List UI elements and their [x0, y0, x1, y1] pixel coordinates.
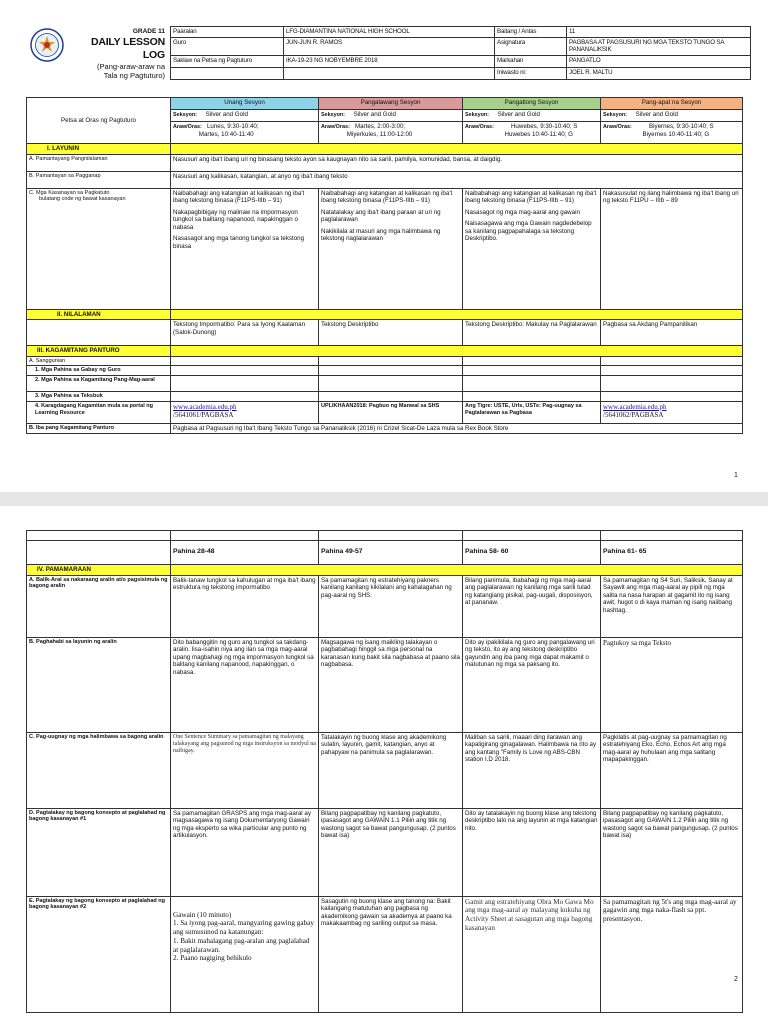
sanggunian-item-row — [27, 392, 743, 402]
sanggunian-row — [27, 356, 743, 366]
lesson-log-page-1 — [0, 0, 768, 492]
kasanayan-label: C. Mga Kasanayan sa Pagkatuto — [29, 189, 110, 196]
procedure-cell: Magsagawa ng isang maikling talakayan o pagbabahagi hinggil sa mga personal na karanasan kung bakit sila nagbabasa at paano sila nagbabasa. — [319, 637, 463, 732]
procedure-cell: Sa pamamagitan GRASPS ang mga mag-aaral ay magsasagawa ng isang Dokumentaryong Gawain ng mga eksperto sa wika particular ang punto ng artikulasyon. — [171, 808, 319, 896]
procedure-cell: Sa pamamagitan ng 5t's ang mga mag-aaral ay gagawin ang mga naka-flash sa ppt. presentasyon. — [601, 896, 743, 1012]
procedure-cell: Bilang pagpapatibay ng kanilang pagkatuto, ipasasagot ang GAWAIN 1.1 Piliin ang titik ng wastong sagot sa bawat pangungusap. (2 puntos bawat isa) — [319, 808, 463, 896]
empty-cell — [171, 356, 319, 366]
session-section-cell — [601, 110, 743, 122]
objective-text: Nakapagbibigay ng malinaw na impormasyon tungkol sa balitang napanood, napakinggan o nabasa — [173, 208, 298, 231]
content-cell: Tekstong Deskriptibo — [319, 320, 463, 346]
resource-path: /5641062/PAGBASA — [603, 411, 664, 420]
row-label: A. Balik-Aral sa nakaraang aralin at/o pagsisimula ng bagong aralin — [27, 575, 171, 637]
header-row — [171, 27, 751, 38]
objective-text: Naisasagawa ang mga Gawain nagdedebelop sa kanilang pagpapahalaga sa tekstong Deskriptibo. — [465, 220, 592, 243]
row-label: 2. Mga Pahina sa Kagamitang Pang-Mag-aaral — [27, 376, 171, 392]
kagamitan-heading: III. KAGAMITANG PANTURO — [27, 346, 171, 357]
araw-label: Araw/Oras: — [465, 124, 494, 130]
row-label: 4. Karagdagang Kagamitan mula sa portal ng Learning Resource — [27, 401, 171, 423]
session-time-cell — [319, 122, 463, 144]
session-time-1: Martes, 2:00-3:00; — [354, 123, 406, 130]
session-name: Unang Sesyon — [171, 98, 319, 110]
row-label: C. Pag-uugnay ng mga halimbawa sa bagong aralin — [27, 732, 171, 808]
empty-cell — [463, 531, 601, 541]
procedure-cell: Gawain (10 minuto) 1. Sa iyong pag-aaral, mangyaring gawing gabay ang sumusunod na katanungan: 1. Bakit mahalagang pag-aralan ang paglalahad at paglalarawan. 2. Paano nagiging behikulo — [171, 896, 319, 1012]
row-label: B. Paghahabi sa layunin ng aralin — [27, 637, 171, 732]
empty-cell — [27, 541, 171, 565]
kasanayan-label-2: bulatang code ng bawat kasanayan — [39, 196, 126, 203]
content-cell: Tekstong Deskriptibo: Makulay na Paglalarawan — [463, 320, 601, 346]
resource-cell: UPLIKHAAN2018: Pagbuo ng Manwal sa SHS — [319, 401, 463, 423]
section-heading-row — [27, 309, 743, 320]
resource-cell — [171, 401, 319, 423]
empty-cell — [27, 320, 171, 346]
page-separator — [0, 492, 768, 506]
procedure-cell: Tatalakayin ng buong klase ang akademikong sulatin, layunin, gamit, katangian, anyo at pahapyaw na panimula sa paglalarawan. — [319, 732, 463, 808]
seksyon-label: Seksyon: — [321, 112, 345, 118]
resource-cell: Ang Tigre: USTE, Urls, USTe: Pag-uugnay sa Paglalarawan sa Pagbasa — [463, 401, 601, 423]
heading-filler — [171, 565, 743, 576]
field-label — [171, 67, 284, 79]
procedure-row — [27, 637, 743, 732]
grade-label: GRADE 11 — [132, 28, 165, 35]
objective-text: Naibabahagi ang katangian at kalikasan ng iba't ibang tekstong binasa (F11PS-IIIb – 91) — [465, 189, 597, 205]
procedure-cell: Sa pamamagitan ng S4 Suri, Saliksik, Sanay at Sayawit ang mga mag-aaral ay pipili ng mga salita na nasa harapan at gagamit ito ng isang awit, hugot o di kaya maman ng isang naiibang hashtag. — [601, 575, 743, 637]
field-value: IKA-19-23 NG NOBYEMBRE 2018 — [284, 55, 495, 67]
section-heading-row — [27, 346, 743, 357]
field-value: 11 — [567, 27, 751, 38]
field-value: PAGBASA AT PAGSUSURI NG MGA TEKSTO TUNGO SA PANANALIKSIK — [567, 37, 751, 55]
field-label: Saklaw na Petsa ng Pagtuturo — [171, 55, 284, 67]
empty-cell — [171, 376, 319, 392]
araw-label: Araw/Oras: — [321, 124, 350, 130]
header-row — [171, 37, 751, 55]
objective-text: Nakikilala at masuri ang mga halimbawa ng tekstong naglalarawan — [321, 227, 441, 243]
row-label: B. Pamantayan sa Pagganap — [27, 171, 171, 188]
procedure-cell: One Sentence Summary sa pamamagitan ng malayang talakayang ang pagsunod ng mga instruksyon sa modyul na naibigay. — [171, 732, 319, 808]
empty-cell — [319, 392, 463, 402]
seksyon-value: Silver and Gold — [353, 111, 396, 118]
pamamaraan-heading: IV. PAMAMARAAN — [27, 565, 171, 576]
field-label: Asignatura — [495, 37, 567, 55]
empty-cell — [27, 531, 171, 541]
objective-text: Natatalakay ang iba't ibang paraan at uri ng paglalarawan — [321, 208, 441, 224]
field-label: Paaralan — [171, 27, 284, 38]
page-range: Pahina 49-57 — [319, 541, 463, 565]
objective-text: Nakasusulat ng ilang halimbawa ng iba't ibang uri ng teksto F11PU – IIIb – 89 — [603, 189, 739, 205]
document-title: DAILY LESSON LOG — [90, 35, 165, 61]
seksyon-label: Seksyon: — [173, 112, 197, 118]
procedure-cell: Balik-tanaw tungkol sa kahulugan at mga iba't ibang estruktura ng tekstong impormatibo — [171, 575, 319, 637]
empty-cell — [319, 356, 463, 366]
session-time-2: Biyernes 10:40-11:40; G — [642, 130, 710, 138]
empty-cell — [463, 376, 601, 392]
document-subtitle-line-1: (Pang-araw-araw na — [97, 61, 165, 71]
session-name: Pangalawang Sesyon — [319, 98, 463, 110]
session-section-cell — [171, 110, 319, 122]
kasanayan-cell — [319, 188, 463, 309]
row-label: D. Pagtalakay ng bagong konsepto at paglalahad ng bagong kasanayan #1 — [27, 808, 171, 896]
resource-path: /5641061/PAGBASA — [173, 411, 234, 420]
seksyon-value: Silver and Gold — [205, 111, 248, 118]
nilalaman-row — [27, 320, 743, 346]
session-section-cell — [319, 110, 463, 122]
procedure-cell: Dito ay tatalakayin ng buong klase ang tekstong deskriptibo lalo na ang layunin at mga katangian nito. — [463, 808, 601, 896]
kasanayan-cell — [171, 188, 319, 309]
pamantayang-pangnilalaman-row — [27, 154, 743, 171]
procedure-cell: Sa pamamagitan ng estratehiyang pakners kanilang kanilang kikilalani ang kahalagahan ng pag-aaral ng SHS. — [319, 575, 463, 637]
field-value — [284, 67, 495, 79]
nilalaman-heading: II. NILALAMAN — [27, 309, 171, 320]
objective-text: Nasasagot ang mga tanong tungkol sa tekstong binasa — [173, 235, 305, 250]
session-time-2: Miyerkules, 11:00-12:00 — [346, 130, 413, 138]
sanggunian-item-row — [27, 376, 743, 392]
header-info-table — [170, 26, 751, 80]
procedure-cell: Bilang panimula, ibabahagi ng mga mag-aaral ang paglalarawan ng kanilang mga sarili tulad ng katangiang pisikal, pag-uugali, disposisyon, at pananaw. — [463, 575, 601, 637]
document-subtitle-line-2: Tala ng Pagtuturo) — [103, 70, 165, 80]
araw-label: Araw/Oras: — [603, 124, 632, 130]
empty-cell — [601, 531, 743, 541]
empty-cell — [601, 356, 743, 366]
objective-text: Nasasagot ng mga mag-aaral ang gawain — [465, 208, 580, 216]
session-time-2: Martes, 10:40-11:40 — [198, 130, 254, 138]
empty-cell — [171, 531, 319, 541]
row-label: E. Pagtalakay ng bagong konsepto at paglalahad ng bagong kasanayan #2 — [27, 896, 171, 1012]
row-label: A. Pamantayang Pangnilalaman — [27, 154, 171, 171]
session-section-cell — [463, 110, 601, 122]
field-label: Iniwasto ni: — [495, 67, 567, 79]
page-number: 1 — [734, 472, 738, 479]
field-label: Guro — [171, 37, 284, 55]
procedure-row — [27, 896, 743, 1012]
iba-pang-kagamitan-row — [27, 423, 743, 434]
seksyon-label: Seksyon: — [603, 112, 627, 118]
seksyon-label: Seksyon: — [465, 112, 489, 118]
procedure-row — [27, 575, 743, 637]
field-value: LFG-DIAMANTINA NATIONAL HIGH SCHOOL — [284, 27, 495, 38]
row-value: Nasusuri ang kalikasan, katangian, at anyo ng iba't ibang teksto — [171, 171, 743, 188]
session-time-1: Lunes, 9:30-10:40; — [206, 123, 259, 130]
page-range: Pahina 58- 60 — [463, 541, 601, 565]
page-number: 2 — [734, 976, 738, 983]
deped-seal-icon — [30, 28, 64, 62]
empty-cell — [463, 392, 601, 402]
row-label: A. Sanggunian — [27, 356, 171, 366]
field-value: JOEL R. MALTU — [567, 67, 751, 79]
procedure-cell: Pagtukoy sa mga Teksto — [601, 637, 743, 732]
procedure-cell: Bilang pagpapatibay ng kanilang pagkatuto, ipasasagot ang GAWAIN 1.2 Piliin ang titik ng wastong sagot sa bawat pangungusap. (2 puntos bawat isa) — [601, 808, 743, 896]
sessions-row-label: Petsa at Oras ng Pagtuturo — [27, 98, 171, 144]
session-time-1: Biyernes, 9:30-10:40; S — [648, 123, 714, 130]
header-row — [171, 55, 751, 67]
empty-cell — [319, 531, 463, 541]
empty-cell — [171, 366, 319, 376]
pamantayan-sa-pagganap-row — [27, 171, 743, 188]
row-label: 1. Mga Pahina sa Gabay ng Guro — [27, 366, 171, 376]
empty-cell — [463, 356, 601, 366]
heading-filler — [171, 346, 743, 357]
seksyon-value: Silver and Gold — [635, 111, 678, 118]
empty-cell — [319, 376, 463, 392]
empty-cell — [601, 366, 743, 376]
seksyon-value: Silver and Gold — [497, 111, 540, 118]
header-title-block — [70, 28, 165, 80]
row-label: 3. Mga Pahina sa Teksbuk — [27, 392, 171, 402]
procedure-cell: Dito babanggitin ng guro ang tungkol sa takdang-aralin. Iisa-isahin niya ang ilan sa mga mag-aaral upang magbahagi ng mga impormasyon tungkol sa balitang kanilang napanood, napakinggan, o nabasa. — [171, 637, 319, 732]
procedure-table — [26, 530, 743, 1013]
procedure-cell: Pagkilatis at pag-uugnay sa pamamagitan ng estratehiyang Eko, Echo, Echos Art ang mga mag-aaral ay huhulaan ang mga salitang mapapakinggan. — [601, 732, 743, 808]
learning-resource-row — [27, 401, 743, 423]
objective-text: Naibabahagi ang katangian at kalikasan ng iba't ibang tekstong binasa (F11PS-IIIb – 91) — [173, 189, 305, 205]
page-range: Pahina 61- 65 — [601, 541, 743, 565]
layunin-heading: I. LAYUNIN — [27, 144, 171, 155]
session-name: Pangatlong Sesyon — [463, 98, 601, 110]
objective-text: Naibabahagi ang katangian at kalikasan ng iba't ibang tekstong binasa (F11PS-IIIb – 91) — [321, 189, 453, 205]
procedure-cell: Dito ay ipakikilala ng guro ang pangalawang uri ng teksto, ito ay ang tekstong deskriptibo gayundin ang iba pang mga dapat makamit o matutunan ng mga sa paksang ito. — [463, 637, 601, 732]
section-heading-row — [27, 144, 743, 155]
pages-row — [27, 541, 743, 565]
row-label — [27, 188, 171, 309]
header-row — [171, 67, 751, 79]
content-cell: Tekstong Impormatibo: Para sa Iyong Kaalaman (Salok-Dunong) — [171, 320, 319, 346]
blank-row — [27, 531, 743, 541]
session-time-cell — [601, 122, 743, 144]
resource-cell — [601, 401, 743, 423]
araw-label: Araw/Oras: — [173, 124, 202, 130]
sanggunian-item-row — [27, 366, 743, 376]
resource-link[interactable]: www.academia.edu.ph — [603, 402, 667, 411]
empty-cell — [601, 376, 743, 392]
kasanayan-cell — [601, 188, 743, 309]
session-time-cell — [463, 122, 601, 144]
empty-cell — [171, 392, 319, 402]
page-range: Pahina 28-48 — [171, 541, 319, 565]
session-name: Pang-apat na Sesyon — [601, 98, 743, 110]
row-value: Nasusuri ang iba't ibang uri ng binasang teksto ayon sa kaugnayan nito sa sarili, pamilya, komunidad, bansa, at daigdig. — [171, 154, 743, 171]
empty-cell — [319, 366, 463, 376]
empty-cell — [463, 366, 601, 376]
session-time-1: Huwebes, 9:30-10:40; S — [510, 123, 578, 130]
kasanayan-row — [27, 188, 743, 309]
content-cell: Pagbasa sa Akdang Pampanitikan — [601, 320, 743, 346]
row-label: B. Iba pang Kagamitang Panturo — [27, 423, 171, 434]
field-label: Markahan — [495, 55, 567, 67]
resource-link[interactable]: www.academia.edu.ph — [173, 402, 237, 411]
procedure-cell: Maliban sa sarili, maaari ding ilarawan ang kapaligirang ginagalawan. Halimbawa na rito ay ang kantang "Family is Love ng ABS-CBN station I.D 2018. — [463, 732, 601, 808]
field-label: Baitang / Antas — [495, 27, 567, 38]
field-value: PANGATLO — [567, 55, 751, 67]
row-value: Pagbasa at Pagsusuri ng Iba't Ibang Teksto Tungo sa Pananaliksik (2016) ni Crizel Sicat-De Laza mula sa Rex Book Store — [171, 423, 743, 434]
procedure-row — [27, 808, 743, 896]
section-heading-row — [27, 565, 743, 576]
session-header-row — [27, 98, 743, 110]
procedure-cell: Sasagutin ng buong klase ang tanong na: Bakit kailangang matutuhan ang pagbasa ng akademikong gawain sa akademya at paano ka makakaambag ng sariling output sa masa. — [319, 896, 463, 1012]
heading-filler — [171, 144, 743, 155]
empty-cell — [601, 392, 743, 402]
procedure-cell: Gamit ang estratehiyang Obra Mo Gawa Mo ang mga mag-aaral ay malayang kukuha ng Activity Sheet at sasagutan ang mga bagong kasanayan — [463, 896, 601, 1012]
procedure-row — [27, 732, 743, 808]
heading-filler — [171, 309, 743, 320]
session-time-2: Huwebes 10:40-11:40; G — [504, 130, 573, 138]
field-value: JUN-JUN R. RAMOS — [284, 37, 495, 55]
lesson-plan-table — [26, 97, 743, 434]
lesson-log-page-2 — [0, 506, 768, 1024]
session-time-cell — [171, 122, 319, 144]
kasanayan-cell — [463, 188, 601, 309]
